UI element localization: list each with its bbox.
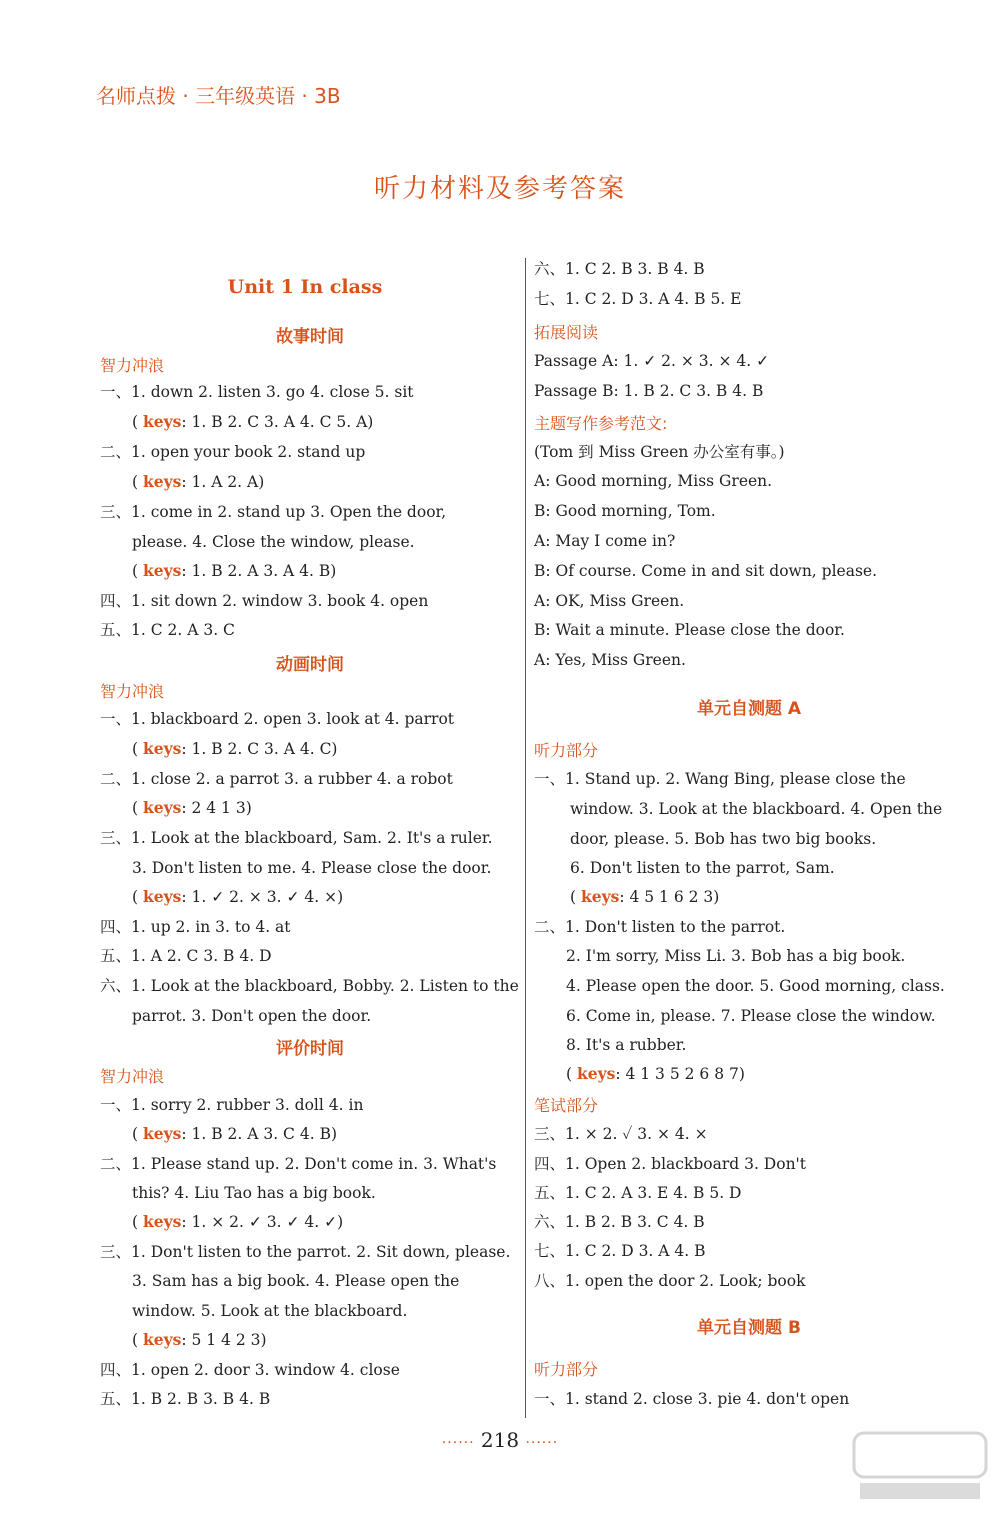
answer-line: ( keys: 1. B 2. A 3. C 4. B) [132, 1124, 338, 1143]
subsection-label: 听力部分 [534, 741, 599, 760]
section-heading: 单元自测题 B [697, 1318, 801, 1338]
keys-label: keys [142, 739, 182, 758]
answer-line: B: Wait a minute. Please close the door. [534, 621, 845, 639]
answer-line: A: Yes, Miss Green. [534, 651, 686, 669]
section-heading: 故事时间 [276, 327, 344, 347]
answer-line: ( keys: 1. B 2. C 3. A 4. C 5. A) [132, 412, 374, 431]
answer-line: ( keys: 1. × 2. ✓ 3. ✓ 4. ✓) [132, 1212, 344, 1231]
answer-line: 五、1. C 2. A 3. C [100, 621, 235, 639]
answer-line: 6. Come in, please. 7. Please close the window. [566, 1007, 936, 1025]
keys-label: keys [142, 1330, 182, 1349]
page-number-dots-right: ······ [525, 1435, 559, 1451]
answer-line: ( keys: 5 1 4 2 3) [132, 1330, 267, 1349]
watermark-logo [850, 1425, 990, 1505]
answer-line: 六、1. Look at the blackboard, Bobby. 2. Listen to the [100, 977, 519, 995]
answer-line: 6. Don't listen to the parrot, Sam. [570, 859, 835, 877]
answer-line: Passage A: 1. ✓ 2. × 3. × 4. ✓ [534, 352, 770, 370]
answer-line: parrot. 3. Don't open the door. [132, 1007, 372, 1025]
answer-line: B: Of course. Come in and sit down, please. [534, 562, 877, 580]
answer-line: ( keys: 1. B 2. A 3. A 4. B) [132, 561, 337, 580]
answer-line: 五、1. B 2. B 3. B 4. B [100, 1390, 271, 1408]
answer-line: this? 4. Liu Tao has a big book. [132, 1184, 376, 1202]
answer-line: 2. I'm sorry, Miss Li. 3. Bob has a big book. [566, 947, 906, 965]
page-number-dots-left: ······ [441, 1435, 475, 1451]
section-heading: 单元自测题 A [696, 699, 802, 719]
page-title: 听力材料及参考答案 [373, 174, 626, 204]
unit-title: Unit 1 In class [227, 276, 383, 298]
subsection-label: 智力冲浪 [100, 1067, 165, 1086]
answer-line: ( keys: 1. A 2. A) [132, 472, 265, 491]
answer-line: 一、1. stand 2. close 3. pie 4. don't open [534, 1390, 850, 1408]
subsection-label: 智力冲浪 [100, 682, 165, 701]
subsection-label: 笔试部分 [534, 1096, 599, 1115]
keys-label: keys [142, 412, 182, 431]
answer-line: A: May I come in? [534, 532, 676, 550]
answer-line: ( keys: 4 5 1 6 2 3) [570, 887, 720, 906]
answer-line: 3. Sam has a big book. 4. Please open the [132, 1272, 460, 1290]
answer-line: 四、1. up 2. in 3. to 4. at [100, 918, 291, 936]
answer-line: B: Good morning, Tom. [534, 502, 716, 520]
keys-label: keys [142, 1212, 182, 1231]
answer-line: 一、1. blackboard 2. open 3. look at 4. parrot [100, 710, 455, 728]
answer-line: 五、1. C 2. A 3. E 4. B 5. D [534, 1184, 742, 1202]
answer-line: 二、1. Please stand up. 2. Don't come in. 3. What's [100, 1155, 497, 1173]
section-heading: 评价时间 [276, 1039, 344, 1059]
answer-line: 一、1. down 2. listen 3. go 4. close 5. sit [100, 383, 414, 401]
answer-line: A: OK, Miss Green. [534, 592, 685, 610]
answer-line: window. 5. Look at the blackboard. [132, 1302, 408, 1320]
answer-line: 六、1. C 2. B 3. B 4. B [534, 260, 705, 278]
column-divider [525, 258, 526, 1418]
keys-label: keys [142, 472, 182, 491]
keys-label: keys [142, 1124, 182, 1143]
answer-line: 四、1. Open 2. blackboard 3. Don't [534, 1155, 807, 1173]
answer-line: 三、1. Don't listen to the parrot. 2. Sit down, please. [100, 1243, 511, 1261]
answer-line: 一、1. Stand up. 2. Wang Bing, please close the [534, 770, 906, 788]
answer-line: 七、1. C 2. D 3. A 4. B 5. E [534, 290, 742, 308]
answer-line: 二、1. Don't listen to the parrot. [534, 918, 786, 936]
answer-line: 四、1. sit down 2. window 3. book 4. open [100, 592, 429, 610]
answer-line: 六、1. B 2. B 3. C 4. B [534, 1213, 705, 1231]
keys-label: keys [142, 561, 182, 580]
answer-line: 三、1. × 2. ✓ 3. × 4. × [534, 1125, 708, 1143]
subsection-label: 拓展阅读 [534, 323, 599, 342]
subsection-label: 听力部分 [534, 1360, 599, 1379]
answer-line: 3. Don't listen to me. 4. Please close the door. [132, 859, 492, 877]
subsection-label: 智力冲浪 [100, 356, 165, 375]
keys-label: keys [576, 1064, 616, 1083]
answer-line: please. 4. Close the window, please. [132, 533, 415, 551]
keys-label: keys [142, 798, 182, 817]
answer-line: ( keys: 2 4 1 3) [132, 798, 252, 817]
answer-line: 8. It's a rubber. [566, 1036, 687, 1054]
answer-line: door, please. 5. Bob has two big books. [570, 830, 877, 848]
keys-label: keys [580, 887, 620, 906]
answer-line: 三、1. Look at the blackboard, Sam. 2. It's a ruler. [100, 829, 493, 847]
answer-line: 八、1. open the door 2. Look; book [534, 1272, 806, 1290]
answer-line: 二、1. close 2. a parrot 3. a rubber 4. a robot [100, 770, 453, 788]
section-heading: 动画时间 [276, 655, 344, 675]
answer-line: 五、1. A 2. C 3. B 4. D [100, 947, 272, 965]
page-number-value: 218 [480, 1428, 520, 1452]
answer-line: ( keys: 4 1 3 5 2 6 8 7) [566, 1064, 745, 1083]
answer-line: 一、1. sorry 2. rubber 3. doll 4. in [100, 1096, 364, 1114]
answer-line: ( keys: 1. ✓ 2. × 3. ✓ 4. ×) [132, 887, 344, 906]
answer-line: (Tom 到 Miss Green 办公室有事。) [534, 443, 785, 461]
answer-line: window. 3. Look at the blackboard. 4. Open the [570, 800, 943, 818]
book-title: 名师点拨 · 三年级英语 · 3B [96, 84, 341, 108]
answer-line: 二、1. open your book 2. stand up [100, 443, 366, 461]
answer-line: 4. Please open the door. 5. Good morning, class. [566, 977, 945, 995]
answer-line: 四、1. open 2. door 3. window 4. close [100, 1361, 400, 1379]
answer-line: Passage B: 1. B 2. C 3. B 4. B [534, 382, 764, 400]
answer-line: A: Good morning, Miss Green. [534, 472, 773, 490]
answer-line: 七、1. C 2. D 3. A 4. B [534, 1242, 706, 1260]
keys-label: keys [142, 887, 182, 906]
subsection-label: 主题写作参考范文: [534, 414, 668, 433]
answer-line: 三、1. come in 2. stand up 3. Open the door, [100, 503, 447, 521]
answer-line: ( keys: 1. B 2. C 3. A 4. C) [132, 739, 338, 758]
